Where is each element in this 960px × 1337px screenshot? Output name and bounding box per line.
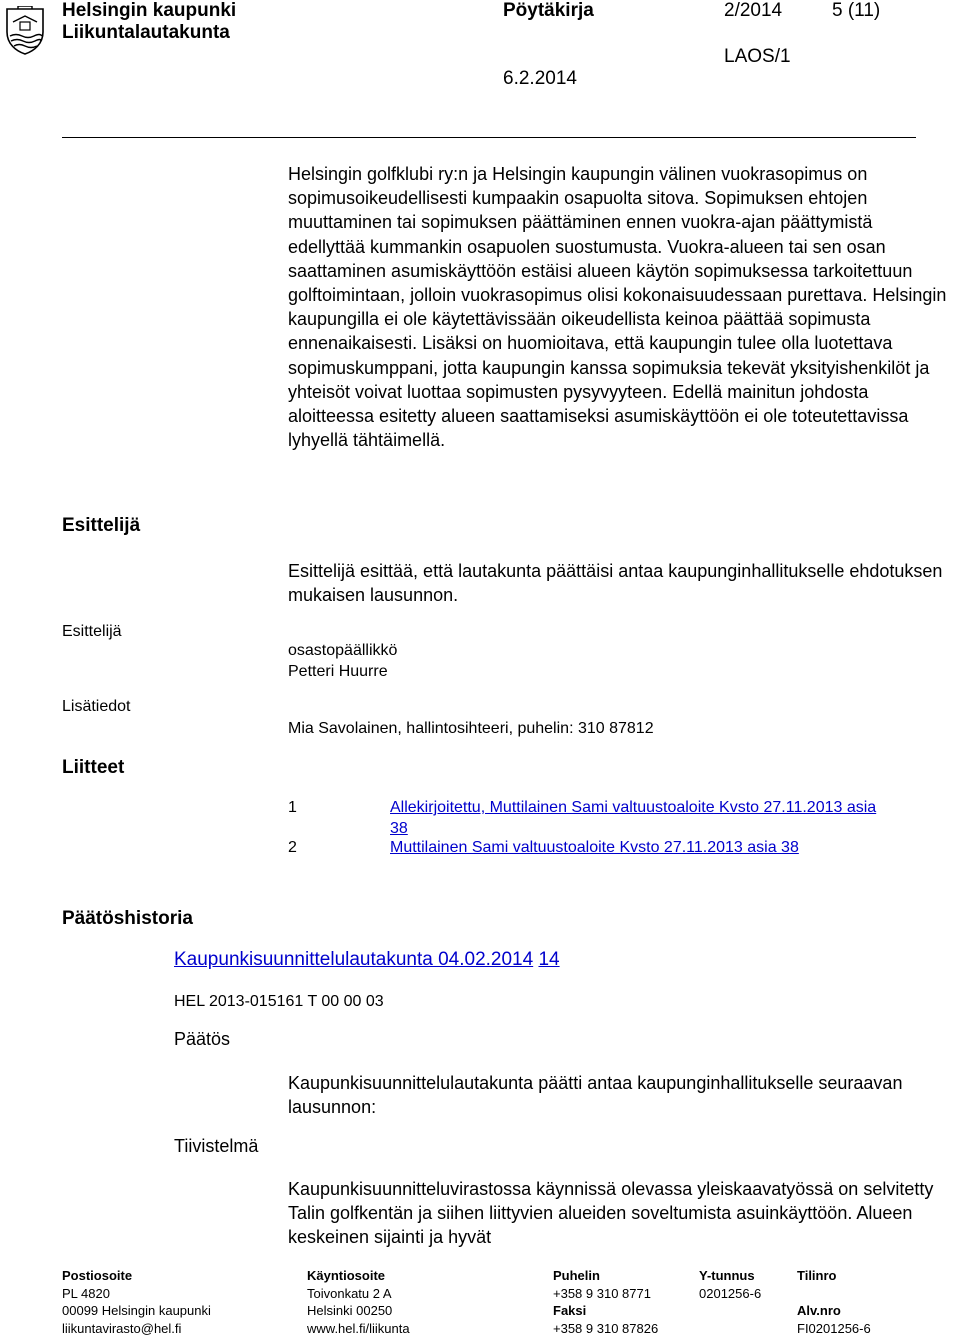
footer-postal-line: 00099 Helsingin kaupunki: [62, 1303, 211, 1318]
presenter-label: Esittelijä: [62, 623, 122, 640]
presenter-title: osastopäällikkö: [288, 642, 398, 659]
footer-visit: [307, 1267, 410, 1337]
attachment-number: 2: [288, 839, 297, 856]
footer-visit-line: Helsinki 00250: [307, 1303, 393, 1318]
footer-phone-number: +358 9 310 8771: [553, 1285, 651, 1301]
attachment-link-1[interactable]: Allekirjoitettu, Muttilainen Sami valtuustoaloite Kvsto 27.11.2013 asia: [390, 799, 877, 816]
decision-label: Päätös: [174, 1029, 231, 1049]
body-paragraph: Helsingin golfklubi ry:n ja Helsingin kaupungin välinen vuokrasopimus on sopimusoikeudellisesti kumpaakin osapuolta sitova. Sopimuksen ehtojen muuttaminen tai sopimuksen päättäminen ennen vuokra-ajan päättymistä edellyttää kummankin osapuolen suostumusta. Vuokra-alueen tai sen osan saattaminen asumiskäyttöön estäisi alueen käytön sopimuksessa tarkoitettuun golftoimintaan, jolloin vuokrasopimus olisi kokonaisuudessaan purettava. Helsingin kaupungilla ei ole käytettävissään oikeudellista keinoa päättää sopimusta ennenaikaisesti. Lisäksi on huomioitava, että kaupungin tulee olla luotettava sopimuskumppani, jotta kaupungin kanssa sopimuksia tekevät yksityishenkilöt ja yhteisöt voivat luottaa sopimusten pysyvyyteen. Edellä mainitun johdosta aloitteessa esitetty alueen saattamiseksi asumiskäyttöön ei ole toteutettavissa lyhyellä tähtäimellä.: [288, 164, 947, 451]
presenter-proposal: Esittelijä esittää, että lautakunta päättäisi antaa kaupunginhallitukselle ehdotuksen mukaisen lausunnon.: [288, 561, 943, 606]
section-link[interactable]: 14: [538, 949, 560, 970]
attachment-number: 1: [288, 799, 297, 816]
footer-visit-line: Toivonkatu 2 A: [307, 1285, 392, 1301]
info-label: Lisätiedot: [62, 698, 131, 715]
footer-postal-label: Postiosoite: [62, 1268, 133, 1283]
footer-website: www.hel.fi/liikunta: [307, 1320, 410, 1336]
case-reference: HEL 2013-015161 T 00 00 03: [174, 993, 384, 1010]
footer-fax-number: +358 9 310 87826: [553, 1320, 659, 1336]
footer-email: liikuntavirasto@hel.fi: [62, 1320, 182, 1336]
header-divider: [62, 137, 916, 138]
footer-tilinro-label: Tilinro: [797, 1268, 837, 1283]
footer-alv-label: Alv.nro: [797, 1303, 841, 1318]
document-number: 2/2014: [724, 0, 783, 21]
footer-tilinro: [797, 1267, 871, 1337]
attachments-heading: Liitteet: [62, 757, 125, 778]
footer-alv-value: FI0201256-6: [797, 1320, 871, 1336]
footer-phone-label: Puhelin: [553, 1268, 600, 1283]
page-number: 5 (11): [832, 0, 881, 21]
footer-fax-label: Faksi: [553, 1303, 587, 1318]
organization-name: Helsingin kaupunki: [62, 0, 237, 21]
footer-postal: [62, 1267, 211, 1337]
document-type: Pöytäkirja: [503, 0, 594, 21]
footer-visit-label: Käyntiosoite: [307, 1268, 386, 1283]
decision-history-link-row: [174, 949, 560, 971]
section-code: LAOS/1: [724, 46, 791, 67]
decision-history-heading: Päätöshistoria: [62, 908, 193, 929]
info-text: Mia Savolainen, hallintosihteeri, puhelin: 310 87812: [288, 720, 654, 737]
meeting-date: 6.2.2014: [503, 68, 577, 89]
summary-label: Tiivistelmä: [174, 1136, 259, 1156]
footer-phone: [553, 1267, 658, 1337]
attachment-link-1-continued[interactable]: 38: [390, 820, 408, 837]
helsinki-coat-of-arms-icon: [4, 6, 46, 56]
summary-text: Kaupunkisuunnitteluvirastossa käynnissä olevassa yleiskaavatyössä on selvitetty Talin golfkentän ja siihen liittyvien alueiden soveltumista asuinkäyttöön. Alueen keskeinen sijainti ja hyvät: [288, 1179, 934, 1248]
presenter-heading: Esittelijä: [62, 515, 141, 536]
board-name: Liikuntalautakunta: [62, 22, 230, 43]
footer-ytunnus-value: 0201256-6: [699, 1285, 762, 1301]
decision-text: Kaupunkisuunnittelulautakunta päätti antaa kaupunginhallitukselle seuraavan lausunnon:: [288, 1073, 903, 1118]
attachment-link-2[interactable]: Muttilainen Sami valtuustoaloite Kvsto 27.11.2013 asia 38: [390, 839, 799, 856]
board-decision-link[interactable]: Kaupunkisuunnittelulautakunta 04.02.2014: [174, 949, 534, 970]
presenter-name: Petteri Huurre: [288, 663, 388, 680]
footer-ytunnus: [699, 1267, 761, 1302]
footer-postal-line: PL 4820: [62, 1285, 110, 1301]
footer-ytunnus-label: Y-tunnus: [699, 1268, 755, 1283]
